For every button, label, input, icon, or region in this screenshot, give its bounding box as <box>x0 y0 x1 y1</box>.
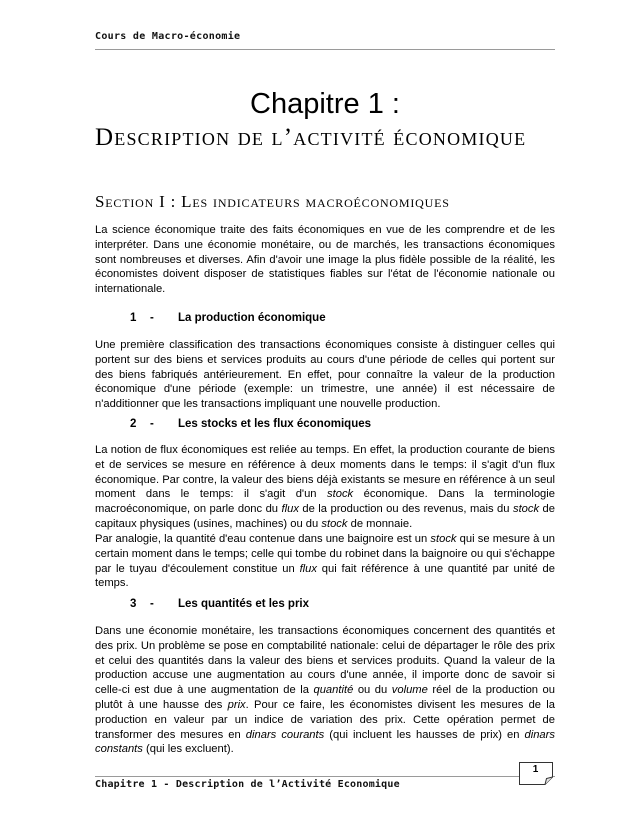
subsection-title: Les stocks et les flux économiques <box>178 418 372 430</box>
chapter-title: Chapitre 1 : <box>250 88 400 120</box>
text-run: La notion de flux économiques est reliée au temps. En effet, la production courante de biens et de services se mesure en référence à deux moments dans le temps: il s'agit d'un flux économique. Par contre, la valeur des biens déjà existants se mesure en référence à un seul moment dans le temps: il s'agit d'un <box>95 444 555 501</box>
subsection-dash: - <box>150 312 154 324</box>
italic-term: prix <box>227 698 246 711</box>
text-run: de la production ou des revenus, mais du <box>298 503 513 516</box>
subsection-number: 1 <box>130 312 137 324</box>
text-run: économique. Dans la terminologie macroéconomique, on parle donc du <box>95 488 555 516</box>
text-run: ou du <box>353 684 392 697</box>
italic-term: quantité <box>313 684 354 697</box>
page-number-box <box>519 762 554 786</box>
intro-paragraph: La science économique traite des faits économiques en vue de les comprendre et de les interpréter. Dans une économie monétaire, ou de marchés, les transactions économiques sont nombreuses et diverses. Afin d'avoir une image la plus fidèle possible de la réalité, les économistes doivent disposer de statistiques fiables sur l'état de l'économie nationale ou internationale. <box>95 224 555 296</box>
italic-term: flux <box>299 562 317 575</box>
text-run: qui fait référence à une quantité par unité de temps. <box>95 562 556 590</box>
subsection-3-paragraph <box>95 624 555 757</box>
text-run: qui se mesure à un certain moment dans le temps; celle qui tombe du robinet dans la baignoire ou qui s'échappe par le tuyau d'écoulement constitue un <box>95 533 555 575</box>
text-run: Par analogie, la quantité d'eau contenue dans une baignoire est un <box>95 533 431 545</box>
subsection-title: La production économique <box>178 312 326 324</box>
italic-term: dinars constants <box>95 728 555 756</box>
header-divider <box>95 49 555 50</box>
running-footer: Chapitre 1 - Description de l’Activité Economique <box>95 779 400 790</box>
section-title: Section I : Les indicateurs macroéconomiques <box>95 192 450 211</box>
subsection-heading-2 <box>130 418 530 430</box>
italic-term: stock <box>327 488 354 501</box>
text-run: de monnaie. <box>347 517 413 530</box>
text-run: de capitaux physiques (usines, machines) ou du <box>95 503 556 530</box>
chapter-subtitle: Description de l’activité économique <box>95 124 527 151</box>
text-run: Dans une économie monétaire, les transactions économiques concernent des quantités et des prix. Un problème se pose en comptabilité nationale: celui de départager le rôle des prix et celui des quantités dans la valeur des biens et services produits. Quand la valeur de la production accuse une augmentation au cours d'une année, il importe donc de savoir si celle-ci est due à une augmentation de la <box>95 625 555 697</box>
italic-term: flux <box>281 503 299 516</box>
subsection-number: 2 <box>130 418 137 430</box>
subsection-heading-1 <box>130 312 530 324</box>
text-run: (qui les excluent). <box>142 743 234 756</box>
italic-term: stock <box>430 533 457 545</box>
text-run: (qui incluent les hausses de prix) en <box>324 728 525 741</box>
subsection-2-paragraph-1 <box>95 443 555 532</box>
italic-term: dinars courants <box>245 728 325 741</box>
italic-term: stock <box>321 517 348 530</box>
page-number: 1 <box>532 764 539 775</box>
subsection-dash: - <box>150 598 154 610</box>
subsection-1-paragraph: Une première classification des transactions économiques consiste à distinguer celles qui portent sur des biens et services produits au cours d'une période de celles qui portent sur des biens fabriqués antérieurement. En effet, pour connaître la valeur de la production économique d'une période (exemple: un trimestre, une année) il est nécessaire de n'additionner que les transactions impliquant une nouvelle production. <box>95 339 555 411</box>
subsection-2-paragraph-2 <box>95 532 555 591</box>
subsection-dash: - <box>150 418 154 430</box>
footer-divider <box>95 776 555 777</box>
text-run: . Pour ce faire, les économistes divisent les mesures de la production en valeur par un indice de variation des prix. Cette opération permet de transformer des mesures en <box>95 698 555 741</box>
italic-term: volume <box>391 684 428 697</box>
subsection-title: Les quantités et les prix <box>178 598 310 610</box>
italic-term: stock <box>512 503 540 516</box>
running-header: Cours de Macro-économie <box>95 31 241 42</box>
subsection-heading-3 <box>130 598 530 610</box>
subsection-number: 3 <box>130 598 137 610</box>
text-run: réel de la production ou plutôt à une hausse des <box>95 684 556 711</box>
